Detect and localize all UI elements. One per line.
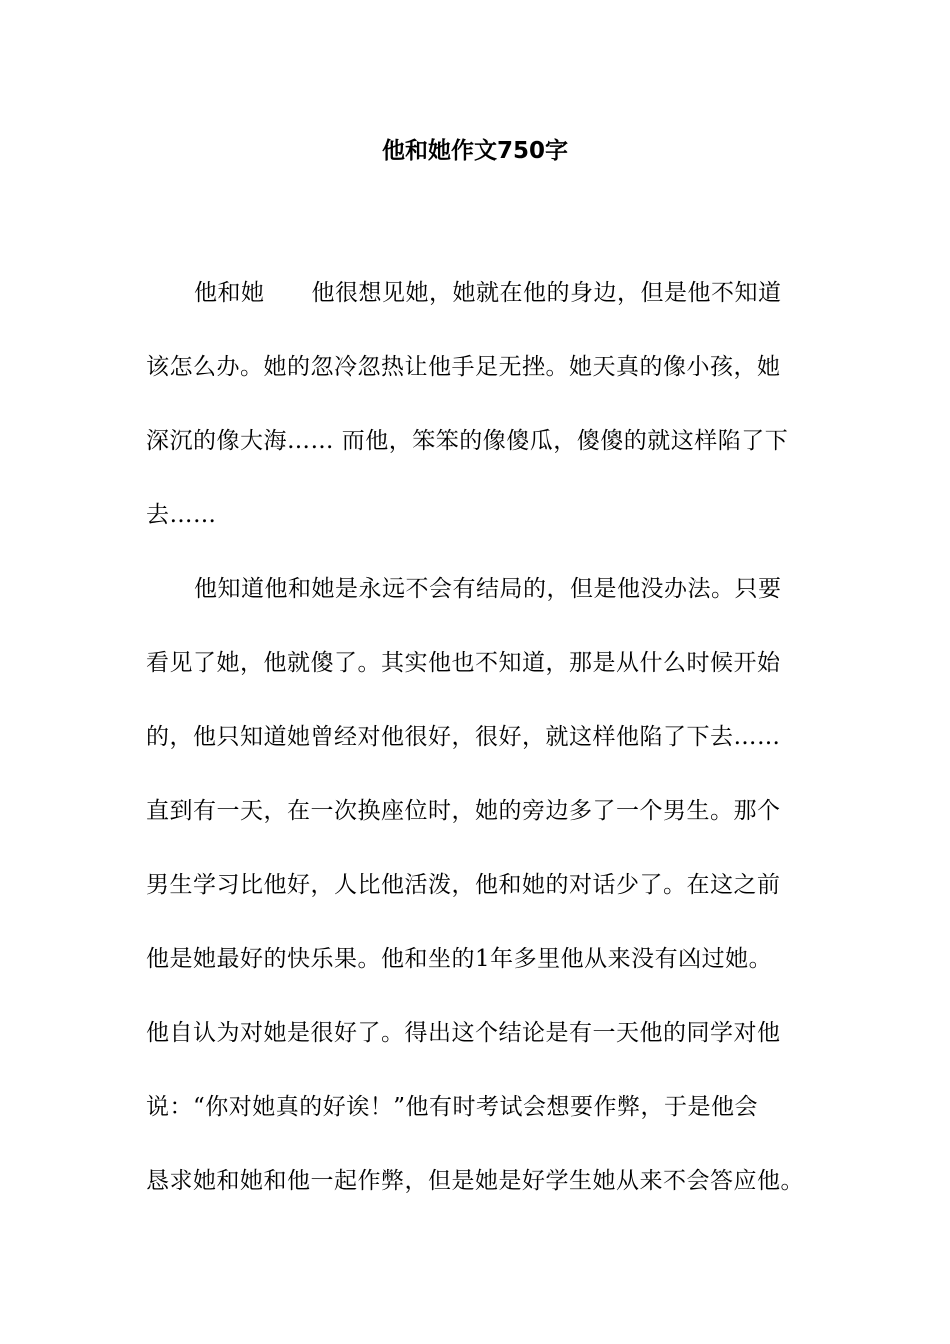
paragraph-line: 看见了她，他就傻了。其实他也不知道，那是从什么时候开始 [146,650,781,676]
paragraph-line: 恳求她和她和他一起作弊，但是她是好学生她从来不会答应他。 [146,1168,804,1194]
paragraph-line: 该怎么办。她的忽冷忽热让他手足无挫。她天真的像小孩，她 [146,354,781,380]
document-title: 他和她作文750字 [381,138,568,164]
document-body [146,256,812,1218]
paragraph-line: 说：“你对她真的好诶！”他有时考试会想要作弊，于是他会 [146,1094,759,1120]
paragraph-line: 他自认为对她是很好了。得出这个结论是有一天他的同学对他 [146,1020,781,1046]
paragraph-line: 他和她 他很想见她，她就在他的身边，但是他不知道 [194,280,782,306]
paragraph-line: 深沉的像大海…… 而他，笨笨的像傻瓜，傻傻的就这样陷了下 [146,428,789,454]
paragraph-line: 他是她最好的快乐果。他和坐的1年多里他从来没有凶过她。 [146,946,773,972]
paragraph-line: 的，他只知道她曾经对他很好，很好，就这样他陷了下去…… [146,724,781,750]
paragraph-line: 直到有一天，在一次换座位时，她的旁边多了一个男生。那个 [146,798,781,824]
paragraph-line: 他知道他和她是永远不会有结局的，但是他没办法。只要 [194,576,782,602]
paragraph-line: 去…… [146,502,217,528]
paragraph-line: 男生学习比他好，人比他活泼，他和她的对话少了。在这之前 [146,872,781,898]
